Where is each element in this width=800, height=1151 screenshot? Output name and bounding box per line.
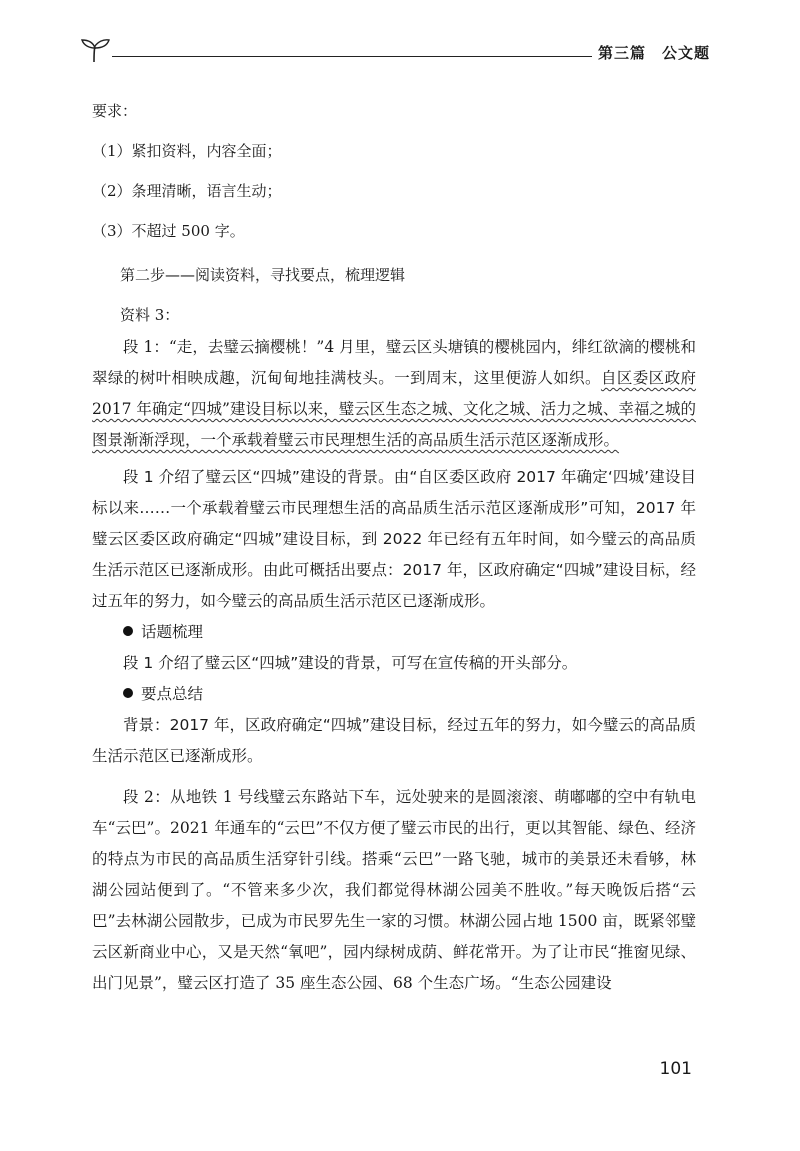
summary-heading-row xyxy=(92,679,696,710)
bullet-icon xyxy=(123,626,133,636)
para2-text: 从地铁 1 号线璧云东路站下车，远处驶来的是圆滚滚、萌嘟嘟的空中有轨电车“云巴”。2021 年通车的“云巴”不仅方便了璧云市民的出行，更以其智能、绿色、经济的特点为市民的高品质生活穿针引线。搭乘“云巴”一路飞驰，城市的美景还未看够，林湖公园站便到了。“不管来多少次，我们都觉得林湖公园美不胜收。”每天晚饭后搭“云巴”去林湖公园散步，已成为市民罗先生一家的习惯。林湖公园占地 1500 亩，既紧邻璧云区新商业中心，又是天然“氧吧”，园内绿树成荫、鲜花常开。为了让市民“推窗见绿、出门见景”，璧云区打造了 35 座生态公园、68 个生态广场。“生态公园建设 xyxy=(92,788,696,992)
header-rule xyxy=(112,56,592,57)
page-number: 101 xyxy=(659,1059,692,1079)
paragraph-1 xyxy=(92,332,696,456)
requirements-heading: 要求： xyxy=(92,102,138,120)
section-title: 第三篇 公文题 xyxy=(598,44,711,62)
paragraph-2 xyxy=(92,782,696,999)
bullet-icon xyxy=(123,688,133,698)
para1-label: 段 1： xyxy=(123,338,169,356)
sprout-icon xyxy=(78,36,112,64)
topic-heading-row xyxy=(92,617,696,648)
page-content xyxy=(92,102,696,999)
requirement-item: （3）不超过 500 字。 xyxy=(92,222,245,240)
topic-heading: 话题梳理 xyxy=(141,623,204,641)
summary-text: 背景：2017 年，区政府确定“四城”建设目标，经过五年的努力，如今璧云的高品质生活示范区已逐渐成形。 xyxy=(92,716,696,765)
topic-text: 段 1 介绍了璧云区“四城”建设的背景，可写在宣传稿的开头部分。 xyxy=(123,654,578,672)
summary-heading: 要点总结 xyxy=(141,685,204,703)
para1-text-b: 自区委区政府 2017 年确定“四城”建设目标以来，璧云区生态之城、文化之城、活力之城、幸福之城的图景渐渐浮现，一个承载着璧云市民理想生活的高品质生活示范区逐渐成形。 xyxy=(92,369,696,449)
page-header xyxy=(78,30,718,70)
requirement-item: （1）紧扣资料，内容全面； xyxy=(92,142,282,160)
material-label: 资料 3： xyxy=(120,306,180,324)
requirement-item: （2）条理清晰，语言生动； xyxy=(92,182,282,200)
step-heading: 第二步——阅读资料，寻找要点，梳理逻辑 xyxy=(120,266,406,284)
analysis-paragraph: 段 1 介绍了璧云区“四城”建设的背景。由“自区委区政府 2017 年确定‘四城’建设目标以来……一个承载着璧云市民理想生活的高品质生活示范区逐渐成形”可知，2017 年璧云区委区政府确定“四城”建设目标，到 2022 年已经有五年时间，如今璧云的高品质生活示范区已逐渐成形。由此可概括出要点：2017 年，区政府确定“四城”建设目标，经过五年的努力，如今璧云的高品质生活示范区已逐渐成形。 xyxy=(92,468,696,610)
para1-text-a: “走，去璧云摘樱桃！”4 月里，璧云区头塘镇的樱桃园内，绯红欲滴的樱桃和翠绿的树叶相映成趣，沉甸甸地挂满枝头。一到周末，这里便游人如织。 xyxy=(92,338,697,387)
para2-label: 段 2： xyxy=(123,788,171,806)
